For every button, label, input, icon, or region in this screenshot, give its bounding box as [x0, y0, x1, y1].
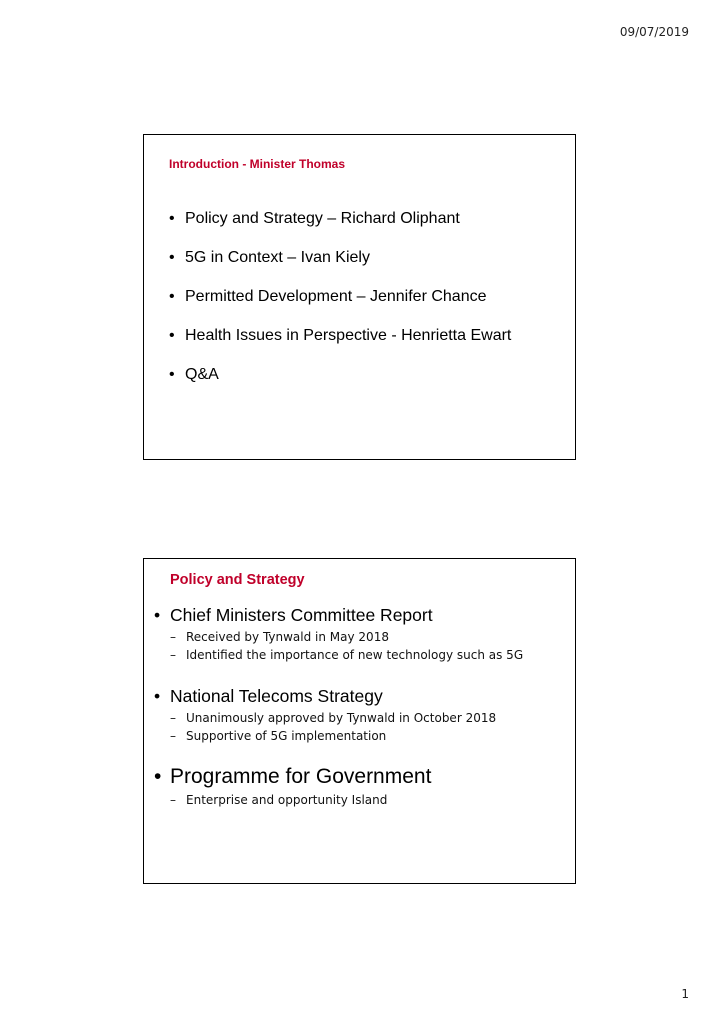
- agenda-item-text: Policy and Strategy – Richard Oliphant: [185, 210, 460, 227]
- page-number: 1: [681, 987, 689, 1001]
- sub-list: [170, 628, 564, 664]
- bullet-icon: •: [169, 288, 175, 305]
- bullet-item: [154, 686, 564, 745]
- slide-body: [154, 605, 564, 809]
- agenda-item-text: 5G in Context – Ivan Kiely: [185, 249, 370, 266]
- dash-icon: –: [170, 648, 176, 662]
- bullet-icon: •: [154, 765, 162, 788]
- sub-item-text: Received by Tynwald in May 2018: [186, 630, 389, 644]
- dash-icon: –: [170, 711, 176, 725]
- sub-item-text: Enterprise and opportunity Island: [186, 793, 388, 807]
- bullet-heading: National Telecoms Strategy: [170, 686, 383, 706]
- dash-icon: –: [170, 793, 176, 807]
- agenda-item-text: Q&A: [185, 366, 219, 383]
- sub-list: [170, 709, 564, 745]
- agenda-list: [169, 209, 549, 404]
- agenda-item: [169, 209, 549, 228]
- sub-item: [170, 628, 564, 646]
- agenda-item: [169, 365, 549, 384]
- slide-title: Introduction - Minister Thomas: [169, 157, 345, 171]
- bullet-icon: •: [169, 366, 175, 383]
- bullet-icon: •: [154, 605, 161, 625]
- bullet-icon: •: [169, 249, 175, 266]
- sub-item: [170, 791, 564, 809]
- dash-icon: –: [170, 729, 176, 743]
- agenda-item: [169, 287, 549, 306]
- agenda-item: [169, 326, 525, 345]
- bullet-icon: •: [154, 686, 161, 706]
- bullet-heading: Chief Ministers Committee Report: [170, 605, 433, 625]
- sub-item: [170, 709, 564, 727]
- slide-introduction: [143, 134, 576, 460]
- bullet-item: [154, 764, 564, 809]
- sub-item: [170, 727, 564, 745]
- bullet-icon: •: [169, 327, 175, 344]
- sub-item: [170, 646, 566, 664]
- dash-icon: –: [170, 630, 176, 644]
- sub-item-text: Unanimously approved by Tynwald in October 2018: [186, 711, 497, 725]
- agenda-item-text: Permitted Development – Jennifer Chance: [185, 288, 487, 305]
- bullet-item: [154, 605, 564, 664]
- sub-item-text: Identified the importance of new technology such as 5G: [186, 648, 524, 662]
- agenda-item-text: Health Issues in Perspective - Henrietta Ewart: [185, 327, 512, 344]
- slide-title: Policy and Strategy: [170, 572, 305, 588]
- document-date: 09/07/2019: [619, 25, 689, 39]
- agenda-item: [169, 248, 549, 267]
- bullet-icon: •: [169, 210, 175, 227]
- sub-item-text: Supportive of 5G implementation: [186, 729, 387, 743]
- slide-policy-and-strategy: [143, 558, 576, 884]
- sub-list: [170, 791, 564, 809]
- bullet-heading: Programme for Government: [170, 765, 432, 788]
